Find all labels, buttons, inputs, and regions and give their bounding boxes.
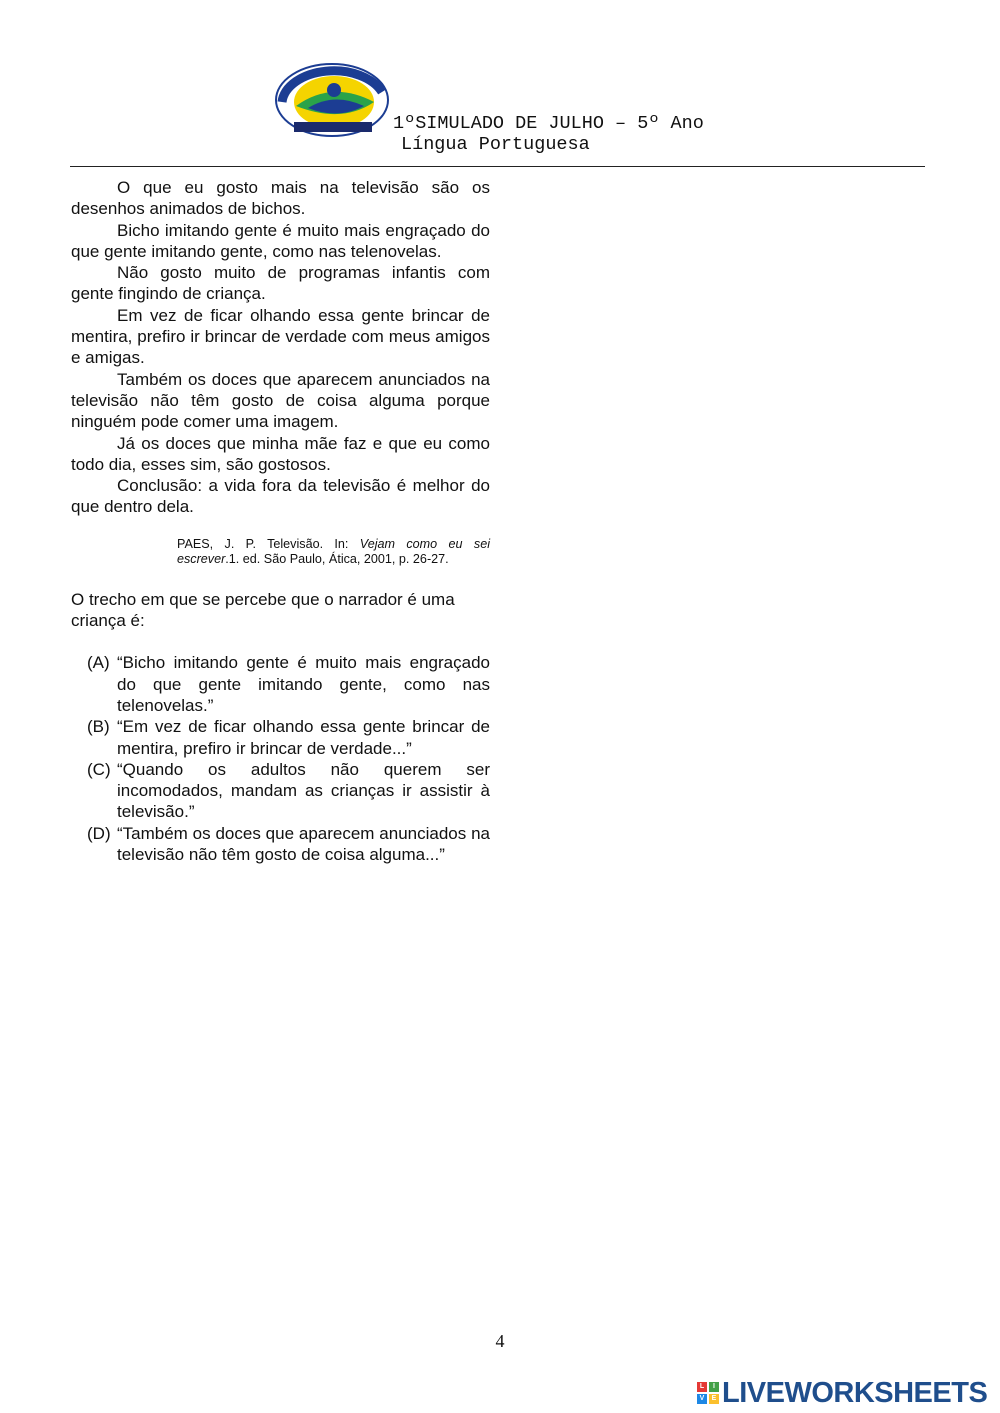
question-prompt: O trecho em que se percebe que o narrador é uma criança é:: [71, 589, 455, 631]
text-paragraph: Não gosto muito de programas infantis com gente fingindo de criança.: [71, 263, 490, 304]
liveworksheets-icon: [697, 1382, 719, 1404]
option-text: “Bicho imitando gente é muito mais engraçado do que gente imitando gente, como nas telenovelas.”: [117, 653, 490, 715]
citation-details: .1. ed. São Paulo, Ática, 2001, p. 26-27.: [225, 552, 449, 567]
option-letter: (A): [87, 653, 110, 673]
text-paragraph: Bicho imitando gente é muito mais engraçado do que gente imitando gente, como nas telenovelas.: [71, 220, 490, 261]
liveworksheets-logo-text: LIVEWORKSHEETS: [722, 1376, 988, 1409]
option-a[interactable]: [71, 652, 490, 716]
citation-author: PAES, J. P. Televisão. In:: [177, 536, 360, 551]
option-letter: (C): [87, 759, 111, 779]
option-d[interactable]: [71, 823, 490, 866]
option-letter: (D): [87, 823, 111, 843]
answer-options: [71, 652, 490, 865]
liveworksheets-watermark: [697, 1378, 987, 1408]
text-paragraph: Conclusão: a vida fora da televisão é melhor do que dentro dela.: [71, 476, 490, 517]
citation-book-title: Vejam como eu sei escrever: [177, 536, 490, 567]
citation: [177, 537, 490, 568]
exam-title: 1ºSIMULADO DE JULHO – 5º Ano: [393, 113, 704, 134]
icon-letter: I: [709, 1382, 719, 1392]
option-text: “Também os doces que aparecem anunciados na televisão não têm gosto de coisa alguma...”: [117, 823, 490, 865]
option-c[interactable]: [71, 759, 490, 823]
option-b[interactable]: [71, 716, 490, 759]
content-column: [71, 177, 490, 865]
school-logo: [272, 62, 390, 138]
text-paragraph: Já os doces que minha mãe faz e que eu como todo dia, esses sim, são gostosos.: [71, 433, 490, 474]
text-paragraph: Também os doces que aparecem anunciados na televisão não têm gosto de coisa alguma porque ninguém pode comer uma imagem.: [71, 369, 490, 432]
subject-title: Língua Portuguesa: [401, 134, 590, 155]
option-text: “Quando os adultos não querem ser incomodados, mandam as crianças ir assistir à televisão.”: [117, 759, 490, 822]
header-divider: [70, 166, 925, 167]
text-paragraph: Em vez de ficar olhando essa gente brincar de mentira, prefiro ir brincar de verdade com meus amigos e amigas.: [71, 305, 490, 368]
icon-letter: E: [709, 1394, 719, 1404]
icon-letter: V: [697, 1394, 707, 1404]
option-text: “Em vez de ficar olhando essa gente brincar de mentira, prefiro ir brincar de verdade...”: [117, 717, 490, 758]
header: [393, 113, 704, 155]
icon-letter: L: [697, 1382, 707, 1392]
text-paragraph: O que eu gosto mais na televisão são os desenhos animados de bichos.: [71, 178, 490, 219]
page-number: 4: [495, 1331, 505, 1351]
option-letter: (B): [87, 717, 110, 737]
